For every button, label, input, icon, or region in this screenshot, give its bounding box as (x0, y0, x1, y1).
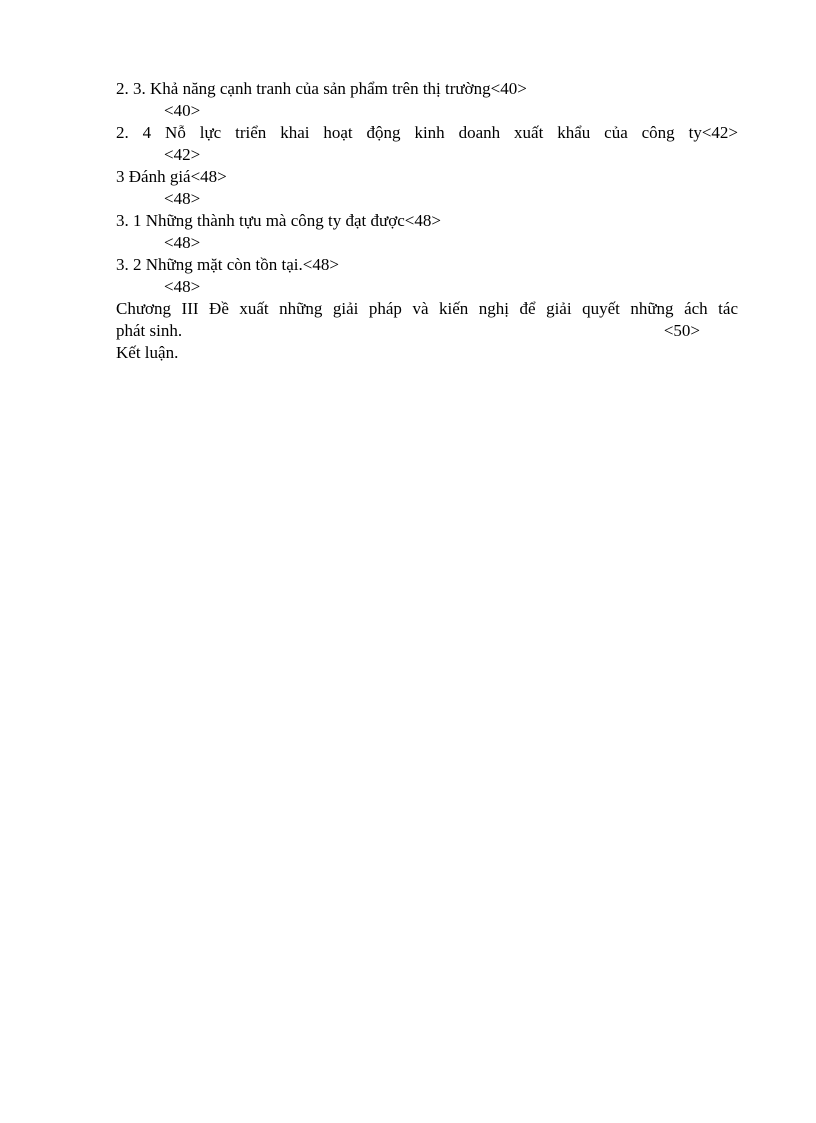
toc-page-number: <42> (164, 145, 201, 164)
toc-entry-3-1: 3. 1 Những thành tựu mà công ty đạt được<48> (116, 211, 441, 230)
toc-conclusion: Kết luận. (116, 343, 179, 362)
toc-page-number: <48> (164, 233, 201, 252)
toc-chapter-3-line-2 (116, 320, 738, 342)
toc-entry-3: 3 Đánh giá<48> (116, 167, 227, 186)
toc-page-number: <40> (164, 101, 201, 120)
toc-chapter-3-line-1: Chương III Đề xuất những giải pháp và kiến nghị để giải quyết những ách tác (116, 299, 738, 318)
toc-page-number: <50> (663, 321, 700, 340)
toc-chapter-3-text: phát sinh. (116, 321, 183, 340)
toc-entry-2-4: 2. 4 Nỗ lực triển khai hoạt động kinh doanh xuất khẩu của công ty<42> (116, 123, 738, 142)
toc-entry-3-2: 3. 2 Những mặt còn tồn tại.<48> (116, 255, 339, 274)
toc-page-number: <48> (164, 189, 201, 208)
table-of-contents (116, 78, 738, 364)
toc-page-number: <48> (164, 277, 201, 296)
toc-entry-2-3: 2. 3. Khả năng cạnh tranh của sản phẩm trên thị trường<40> (116, 79, 527, 98)
